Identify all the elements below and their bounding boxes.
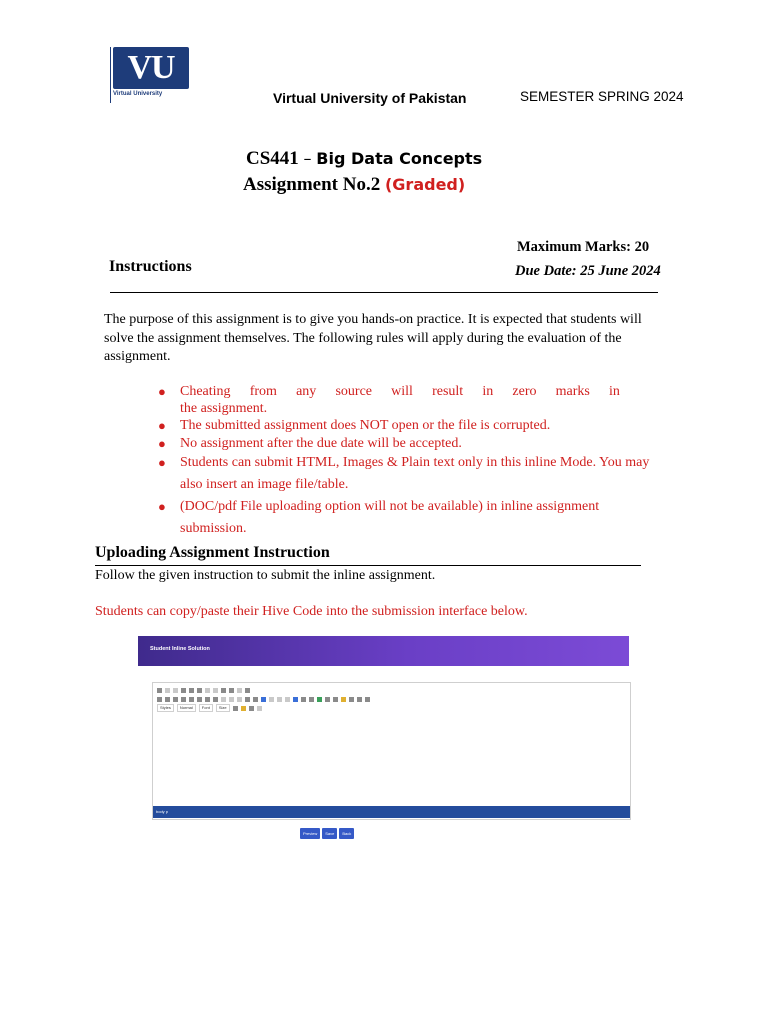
rule-word: from [249, 384, 277, 399]
hr-icon [333, 697, 338, 702]
bg-color-icon [241, 706, 246, 711]
ltr-icon [293, 697, 298, 702]
bullet-icon: ● [158, 435, 166, 451]
blockquote-icon [253, 697, 258, 702]
save-button: Save [322, 828, 337, 839]
replace-icon [229, 688, 234, 693]
status-path: body p [156, 809, 169, 814]
rule-item-no-upload [158, 496, 668, 540]
logo-divider [110, 47, 111, 103]
size-select: Size [216, 704, 230, 712]
paste-icon [181, 688, 186, 693]
rule-word: result [432, 384, 464, 399]
rule-no-upload-text: (DOC/pdf File uploading option will not be available) in inline assignment submission. [180, 499, 600, 536]
spellcheck-icon [245, 688, 250, 693]
bullet-icon: ● [158, 384, 166, 399]
horizontal-rule [95, 565, 641, 566]
course-dash: – [303, 149, 312, 168]
rule-item-formats [158, 452, 668, 496]
align-center-icon [269, 697, 274, 702]
paste-text-icon [189, 688, 194, 693]
upload-heading: Uploading Assignment Instruction [95, 544, 330, 561]
source-icon [157, 688, 162, 693]
smiley-icon [341, 697, 346, 702]
course-title [246, 148, 482, 170]
outdent-icon [237, 697, 242, 702]
styles-select: Styles [157, 704, 174, 712]
rule-item-late [158, 435, 668, 453]
horizontal-rule [110, 292, 658, 293]
rule-cheating-rest: the assignment. [180, 401, 268, 416]
back-button: Back [339, 828, 354, 839]
assignment-title [243, 174, 465, 196]
rule-word: source [335, 384, 372, 399]
paste-word-icon [197, 688, 202, 693]
rule-word: zero [512, 384, 537, 399]
link-icon [309, 697, 314, 702]
underline-icon [173, 697, 178, 702]
rule-word: in [482, 384, 494, 399]
font-select: Font [199, 704, 213, 712]
rules-list [158, 383, 668, 540]
numbered-list-icon [221, 697, 226, 702]
clear-format-icon [213, 697, 218, 702]
italic-icon [165, 697, 170, 702]
editor-toolbar-row-1 [157, 687, 250, 693]
preview-button: Preview [300, 828, 320, 839]
format-select: Normal [177, 704, 196, 712]
text-color-icon [233, 706, 238, 711]
copy-icon [173, 688, 178, 693]
course-code: CS441 [246, 148, 299, 169]
format-painter-icon [205, 697, 210, 702]
rule-item-corrupted [158, 417, 668, 435]
editor-toolbar-row-2 [157, 696, 370, 702]
rule-item-cheating [158, 383, 668, 417]
bold-icon [157, 697, 162, 702]
semester-label: SEMESTER SPRING 2024 [520, 89, 684, 104]
graded-label: (Graded) [384, 175, 466, 194]
rule-word: any [296, 384, 317, 399]
assignment-number: Assignment No.2 [243, 174, 381, 195]
align-right-icon [277, 697, 282, 702]
rule-cheating-first-line [180, 383, 620, 400]
table-icon [325, 697, 330, 702]
image-icon [317, 697, 322, 702]
university-name: Virtual University of Pakistan [273, 90, 467, 106]
action-buttons [300, 828, 354, 839]
bullet-icon: ● [158, 499, 166, 514]
find-icon [221, 688, 226, 693]
vu-logo-caption: Virtual University [113, 91, 163, 97]
rule-word: marks [555, 384, 590, 399]
rule-word: Cheating [180, 384, 231, 399]
flag-icon [365, 697, 370, 702]
maximum-marks: Maximum Marks: 20 [517, 239, 650, 255]
help-icon [257, 706, 262, 711]
rule-word: in [609, 384, 620, 399]
hive-code-note: Students can copy/paste their Hive Code into the submission interface below. [95, 604, 528, 619]
select-all-icon [237, 688, 242, 693]
rule-word: will [391, 384, 413, 399]
cut-icon [165, 688, 170, 693]
solution-banner [138, 636, 629, 666]
rule-late-text: No assignment after the due date will be accepted. [180, 435, 462, 451]
instructions-heading: Instructions [109, 258, 192, 275]
rich-text-editor [152, 682, 631, 820]
bullet-icon: ● [158, 418, 166, 433]
undo-icon [205, 688, 210, 693]
due-date: Due Date: 25 June 2024 [515, 263, 661, 279]
vu-logo-mark: VU [113, 47, 189, 89]
subscript-icon [189, 697, 194, 702]
intro-paragraph: The purpose of this assignment is to give you hands-on practice. It is expected that students will solve the assignment themselves. The following rules will apply during the evaluation of the assignment. [104, 312, 642, 364]
superscript-icon [197, 697, 202, 702]
editor-toolbar-row-3 [157, 705, 262, 711]
rtl-icon [301, 697, 306, 702]
course-name: Big Data Concepts [316, 149, 483, 168]
follow-instruction: Follow the given instruction to submit the inline assignment. [95, 568, 436, 583]
rule-corrupted-text: The submitted assignment does NOT open or the file is corrupted. [180, 418, 551, 433]
align-left-icon [261, 697, 266, 702]
rule-formats-text: Students can submit HTML, Images & Plain text only in this inline Mode. You may also insert an image file/table. [180, 455, 650, 492]
redo-icon [213, 688, 218, 693]
indent-icon [245, 697, 250, 702]
strike-icon [181, 697, 186, 702]
submission-interface-screenshot [138, 636, 629, 842]
pagebreak-icon [357, 697, 362, 702]
bullet-icon: ● [158, 455, 166, 470]
vu-logo [113, 47, 191, 103]
banner-title: Student Inline Solution [150, 646, 210, 652]
bullet-list-icon [229, 697, 234, 702]
editor-status-bar [153, 806, 630, 818]
justify-icon [285, 697, 290, 702]
special-char-icon [349, 697, 354, 702]
maximize-icon [249, 706, 254, 711]
